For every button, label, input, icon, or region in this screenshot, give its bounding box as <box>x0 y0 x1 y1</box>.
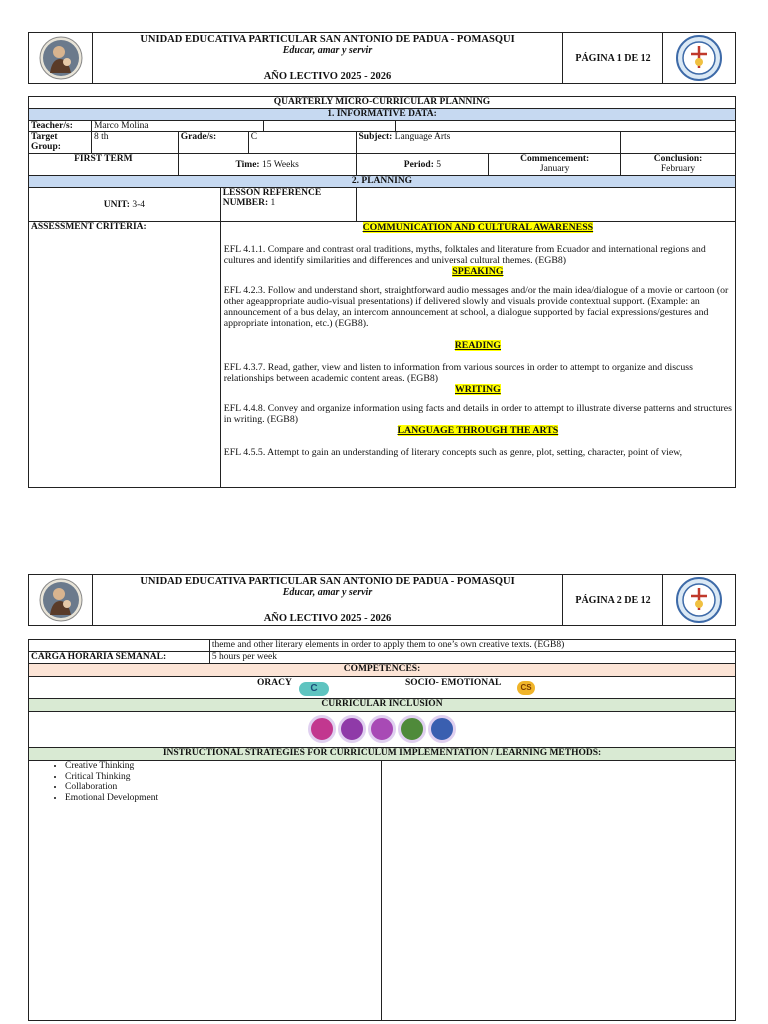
competences-title: COMPETENCES: <box>29 664 736 677</box>
criterion-efl437: EFL 4.3.7. Read, gather, view and listen to information from various sources in order to attempt to organize and discuss relationships between academic content areas. (EGB8) <box>223 362 693 384</box>
oracy-label: ORACY <box>257 678 292 688</box>
saint-anthony-logo <box>29 575 93 625</box>
commencement-label: Commencement: <box>520 154 590 164</box>
teacher-value: Marco Molina <box>91 121 263 132</box>
criterion-efl455: EFL 4.5.5. Attempt to gain an understanding of literary concepts such as genre, plot, setting, character, point of view, <box>223 447 683 458</box>
heading-language-arts: LANGUAGE THROUGH THE ARTS <box>397 425 559 436</box>
section-informative-data: 1. INFORMATIVE DATA: <box>29 109 736 121</box>
planning-table <box>28 96 736 488</box>
school-crest-logo <box>662 33 735 83</box>
target-group-label: Target Group: <box>29 132 92 154</box>
subject-value: Language Arts <box>394 132 451 142</box>
school-motto: Educar, amar y servir <box>282 587 373 598</box>
school-title-block <box>92 33 563 83</box>
competences-row <box>29 677 736 699</box>
term-cell: FIRST TERM <box>29 154 179 176</box>
school-year: AÑO LECTIVO 2025 - 2026 <box>263 613 392 624</box>
period-label: Period: <box>403 159 434 170</box>
heading-communication: COMMUNICATION AND CULTURAL AWARENESS <box>362 222 594 233</box>
list-item: • Creative Thinking <box>65 761 379 772</box>
heart-hands-badge-icon <box>368 715 396 743</box>
strategies-title: INSTRUCTIONAL STRATEGIES FOR CURRICULUM IMPLEMENTATION / LEARNING METHODS: <box>29 748 736 761</box>
strategies-empty-cell <box>381 761 735 1021</box>
saint-anthony-logo <box>29 33 93 83</box>
bicycle-badge-icon <box>428 715 456 743</box>
commencement-cell <box>489 154 621 176</box>
unit-label: UNIT: <box>103 199 130 210</box>
school-motto: Educar, amar y servir <box>282 45 373 56</box>
conclusion-label: Conclusion: <box>653 154 703 164</box>
criteria-content <box>220 222 735 488</box>
empty-cell <box>621 132 736 154</box>
school-name: UNIDAD EDUCATIVA PARTICULAR SAN ANTONIO DE PADUA - POMASQUI <box>140 34 515 45</box>
subject-cell <box>356 132 621 154</box>
period-cell <box>356 154 489 176</box>
lesson-value: 1 <box>270 198 276 208</box>
list-item: • Emotional Development <box>65 793 379 804</box>
lesson-label: LESSON REFERENCE NUMBER: <box>222 188 322 208</box>
lesson-cell <box>220 188 356 222</box>
flag-badge-icon <box>308 715 336 743</box>
unit-cell <box>29 188 221 222</box>
money-badge-icon <box>398 715 426 743</box>
page2-header <box>28 574 736 626</box>
criterion-efl455-continued: theme and other literary elements in order to apply them to one’s own creative texts. (EGB8) <box>209 640 735 652</box>
leaf-badge-icon <box>338 715 366 743</box>
conclusion-value: February <box>660 164 696 174</box>
heading-reading: READING <box>454 340 501 351</box>
curricular-inclusion-title: CURRICULAR INCLUSION <box>29 699 736 712</box>
weekly-load-value: 5 hours per week <box>209 652 735 664</box>
conclusion-cell <box>621 154 736 176</box>
time-value: 15 Weeks <box>261 159 299 170</box>
period-value: 5 <box>436 159 441 170</box>
grade-value: C <box>248 132 356 154</box>
page2-table <box>28 639 736 1021</box>
grade-label: Grade/s: <box>178 132 248 154</box>
heading-speaking: SPEAKING <box>452 266 504 277</box>
unit-value: 3-4 <box>132 199 145 210</box>
commencement-value: January <box>539 164 570 174</box>
page1-header <box>28 32 736 84</box>
strategies-list-cell <box>29 761 382 1021</box>
section-planning: 2. PLANNING <box>29 176 736 188</box>
school-year: AÑO LECTIVO 2025 - 2026 <box>263 71 392 82</box>
strategies-list <box>31 761 379 803</box>
heading-writing: WRITING <box>454 384 501 395</box>
time-label: Time: <box>235 159 260 170</box>
target-group-value: 8 th <box>91 132 178 154</box>
criterion-efl448: EFL 4.4.8. Convey and organize information using facts and details in order to attempt to illustrate diverse patterns and structures in writing. (EGB8) <box>223 403 732 425</box>
socio-emotional-label: SOCIO- EMOTIONAL <box>405 678 502 688</box>
school-crest-logo <box>662 575 735 625</box>
time-cell <box>178 154 356 176</box>
page-number: PÁGINA 1 DE 12 <box>562 33 663 83</box>
inclusion-badges <box>29 712 736 748</box>
teacher-label: Teacher/s: <box>29 121 92 132</box>
socio-emotional-icon: CS <box>517 681 535 695</box>
page-number: PÁGINA 2 DE 12 <box>562 575 663 625</box>
list-item: • Collaboration <box>65 782 379 793</box>
criteria-label: ASSESSMENT CRITERIA: <box>29 222 221 488</box>
subject-label: Subject: <box>358 132 393 142</box>
list-item: • Critical Thinking <box>65 772 379 783</box>
criterion-efl423: EFL 4.2.3. Follow and understand short, straightforward audio messages and/or the main idea/dialogue of a movie or cartoon (or other ageappropriate audio-visual presentations) if delivered slowly and visuals provide contextual support. (Example: an announcement of a bus delay, an intercom announcement at school, a dialogue supported by facial expressions/gestures and appropriate intonation, etc.) (EGB8). <box>223 285 729 329</box>
school-title-block <box>92 575 563 625</box>
criterion-efl411: EFL 4.1.1. Compare and contrast oral traditions, myths, folktales and literature from Ecuador and international regions and cultures and identify similarities and differences and universal cultural themes. (EGB8) <box>223 244 706 266</box>
planning-title: QUARTERLY MICRO-CURRICULAR PLANNING <box>29 97 736 109</box>
oracy-icon: C <box>299 682 329 696</box>
weekly-load-label: CARGA HORARIA SEMANAL: <box>29 652 210 664</box>
school-name: UNIDAD EDUCATIVA PARTICULAR SAN ANTONIO DE PADUA - POMASQUI <box>140 576 515 587</box>
